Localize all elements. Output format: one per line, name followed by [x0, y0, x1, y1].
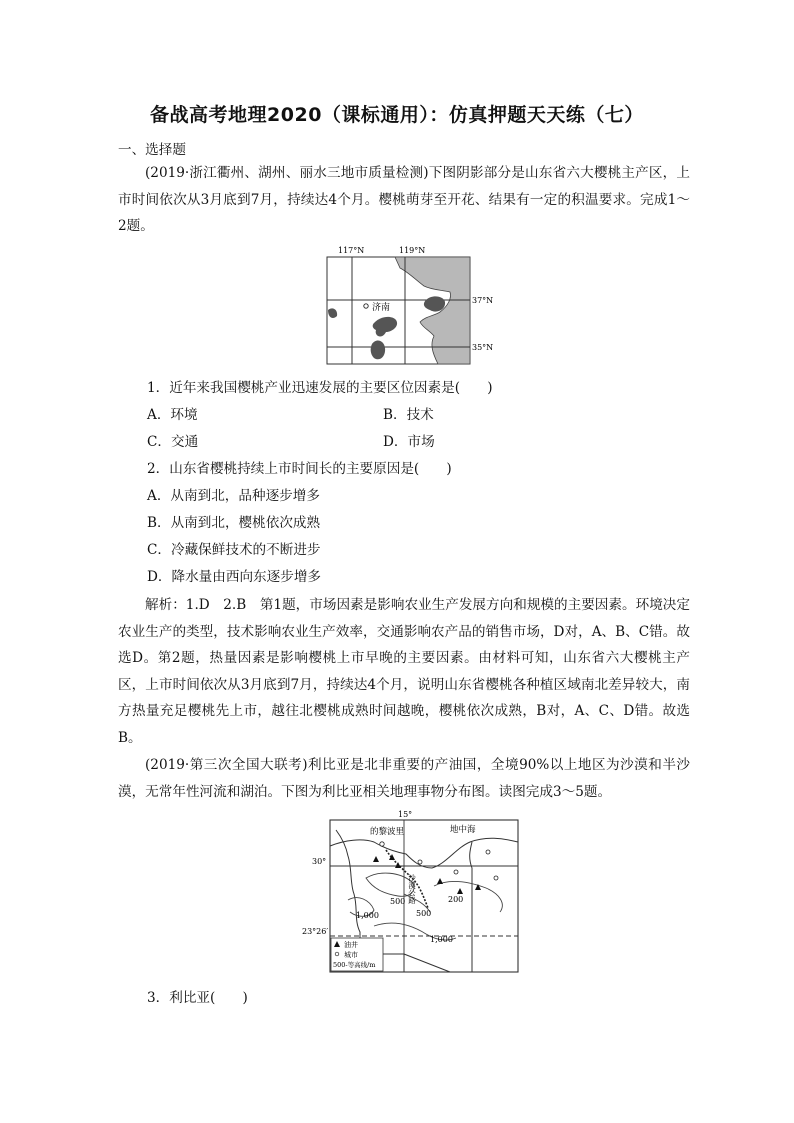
lon-label-117: 117°N	[338, 246, 365, 255]
q2-option-a: A．从南到北，品种逐步增多	[147, 488, 320, 504]
jinan-city-marker	[364, 304, 368, 308]
question-1-stem: 1．近年来我国樱桃产业迅速发展的主要区位因素是( )	[147, 380, 493, 396]
city-marker	[454, 870, 458, 874]
contour-label-1000a: 1,000	[356, 911, 379, 920]
road-label: 沙漠公路	[407, 874, 417, 904]
lat-label-30: 30°	[312, 857, 327, 866]
legend-city-label: 城市	[344, 951, 358, 959]
question-2-stem: 2．山东省樱桃持续上市时间长的主要原因是( )	[147, 461, 452, 477]
libya-map	[300, 808, 525, 980]
lat-label-37: 37°N	[472, 296, 494, 305]
legend-contour-label: 500-等高线/m	[333, 961, 376, 969]
page-title: 备战高考地理2020（课标通用）：仿真押题天天练（七）	[150, 104, 644, 126]
legend-oil-label: 油井	[344, 941, 358, 949]
contour-label-500b: 500	[416, 909, 432, 918]
intro-paragraph-1: (2019·浙江衢州、湖州、丽水三地市质量检测)下图阴影部分是山东省六大樱桃主产区，上市时间依次从3月底到7月，持续达4个月。樱桃萌芽至开花、结果有一定的积温要求。完成1～2题。	[118, 165, 690, 234]
contour-label-200: 200	[448, 895, 464, 904]
analysis-paragraph: 解析：1.D 2.B 第1题，市场因素是影响农业生产发展方向和规模的主要因素。环境决定农业生产的类型，技术影响农业生产效率，交通影响农产品的销售市场，D对，A、B、C错。故选D。第2题，热量因素是影响樱桃上市早晚的主要因素。由材料可知，山东省六大樱桃主产区，上市时间依次从3月底到7月，持续达4个月，说明山东省樱桃各种植区域南北差异较大，南方热量充足樱桃先上市，越往北樱桃成熟时间越晚，樱桃依次成熟，B对，A、C、D错。故选B。	[118, 597, 690, 746]
q1-option-b: B．技术	[383, 407, 434, 423]
city-marker	[494, 876, 498, 880]
q1-option-c: C．交通	[147, 434, 199, 450]
q2-option-c: C．冷藏保鲜技术的不断进步	[147, 542, 321, 558]
cherry-area-4	[371, 341, 385, 360]
lat-label-tropic: 23°26′	[302, 927, 329, 936]
intro-paragraph-2: (2019·第三次全国大联考)利比亚是北非重要的产油国，全境90%以上地区为沙漠和半沙漠，无常年性河流和湖泊。下图为利比亚相关地理事物分布图。读图完成3～5题。	[118, 757, 690, 800]
q1-option-a: A．环境	[147, 407, 198, 423]
tripoli-label: 的黎波里	[370, 827, 405, 837]
jinan-label: 济南	[372, 303, 391, 313]
legend-city-icon	[335, 952, 339, 956]
contour-label-1000b: 1,000	[430, 935, 453, 944]
q2-option-d: D．降水量由西向东逐步增多	[147, 569, 322, 585]
lat-label-35: 35°N	[472, 343, 494, 352]
lon-label-15: 15°	[398, 810, 413, 819]
contour-label-500a: 500	[390, 897, 406, 906]
section-heading: 一、选择题	[118, 142, 186, 158]
question-3-stem: 3．利比亚( )	[147, 990, 248, 1006]
city-marker	[380, 842, 384, 846]
city-marker	[418, 860, 422, 864]
q2-option-b: B．从南到北，樱桃依次成熟	[147, 515, 321, 531]
lon-label-119: 119°N	[399, 246, 426, 255]
q1-option-d: D．市场	[383, 434, 435, 450]
city-marker	[486, 850, 490, 854]
sea-label: 地中海	[450, 825, 476, 835]
shandong-cherry-map	[300, 240, 510, 370]
